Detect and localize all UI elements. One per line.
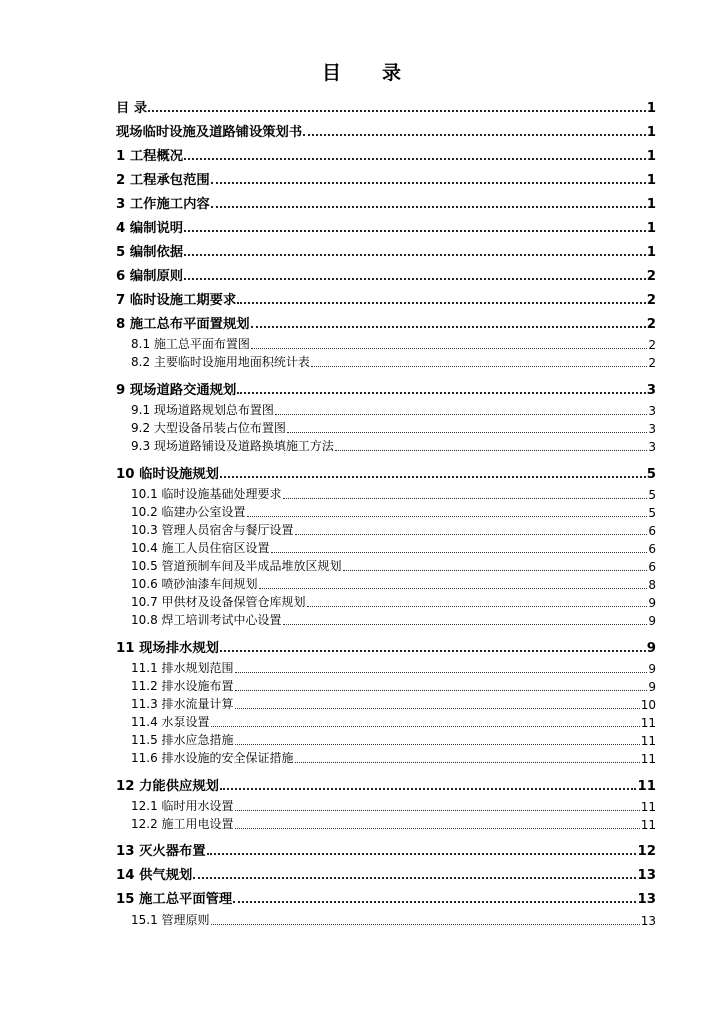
toc-subentry[interactable] <box>131 815 656 832</box>
toc-page-number: 5 <box>648 488 656 502</box>
toc-subentry[interactable] <box>131 353 656 370</box>
toc-entry-title: 8 施工总布平面置规划 <box>116 317 250 332</box>
dot-leader <box>184 158 646 160</box>
toc-subentry[interactable] <box>131 731 656 748</box>
toc-entry[interactable] <box>116 288 656 308</box>
dot-leader <box>295 534 648 535</box>
toc-page-number: 11 <box>640 734 656 748</box>
toc-entry[interactable] <box>116 96 656 116</box>
toc-entry-title: 9.2 大型设备吊装占位布置图 <box>131 421 286 435</box>
dot-leader <box>233 901 636 903</box>
dot-leader <box>184 278 646 280</box>
toc-entry-title: 12.2 施工用电设置 <box>131 817 234 831</box>
toc-subentry[interactable] <box>131 437 656 454</box>
toc-entry-title: 9.1 现场道路规划总布置图 <box>131 403 274 417</box>
toc-page-number: 2 <box>648 356 656 370</box>
toc-entry-title: 10.3 管理人员宿舍与餐厅设置 <box>131 523 294 537</box>
toc-entry-title: 6 编制原则 <box>116 269 184 284</box>
dot-leader <box>211 182 646 184</box>
toc-subentry[interactable] <box>131 419 656 436</box>
dot-leader <box>335 450 647 451</box>
toc-page-number: 2 <box>648 338 656 352</box>
toc-entry[interactable] <box>116 168 656 188</box>
page-title: 目 录 <box>321 62 402 84</box>
toc-entry-title: 8.2 主要临时设施用地面积统计表 <box>131 355 310 369</box>
toc-page-number: 1 <box>646 197 656 212</box>
toc-page-number: 11 <box>640 752 656 766</box>
toc-page-number: 6 <box>648 542 656 556</box>
toc-entry-title: 10.8 焊工培训考试中心设置 <box>131 613 282 627</box>
toc-entry-title: 14 供气规划 <box>116 868 193 883</box>
dot-leader <box>295 762 640 763</box>
toc-page-number: 10 <box>640 698 656 712</box>
toc-subentry[interactable] <box>131 749 656 766</box>
toc-entry[interactable] <box>116 240 656 260</box>
toc-entry-title: 11.4 水泵设置 <box>131 715 210 729</box>
toc-entry-title: 11.3 排水流量计算 <box>131 697 234 711</box>
toc-page-number: 2 <box>646 293 656 308</box>
toc-page-number: 9 <box>648 614 656 628</box>
toc-subentry[interactable] <box>131 713 656 730</box>
toc-subentry[interactable] <box>131 503 656 520</box>
toc-entry-title: 10.4 施工人员住宿区设置 <box>131 541 270 555</box>
toc-entry-title: 5 编制依据 <box>116 245 184 260</box>
toc-entry[interactable] <box>116 462 656 482</box>
dot-leader <box>220 476 646 478</box>
toc-page-number: 11 <box>640 716 656 730</box>
toc-subentry[interactable] <box>131 593 656 610</box>
dot-leader <box>220 650 646 652</box>
toc-entry-title: 11 现场排水规划 <box>116 641 219 656</box>
toc-entry[interactable] <box>116 216 656 236</box>
dot-leader <box>235 708 640 709</box>
dot-leader <box>207 853 637 855</box>
toc-subentry[interactable] <box>131 797 656 814</box>
toc-subentry[interactable] <box>131 611 656 628</box>
toc-entry-title: 2 工程承包范围 <box>116 173 210 188</box>
toc-entry-title: 10 临时设施规划 <box>116 467 219 482</box>
dot-leader <box>148 110 646 112</box>
toc-subentry[interactable] <box>131 677 656 694</box>
toc-subentry[interactable] <box>131 911 656 928</box>
dot-leader <box>211 924 640 925</box>
dot-leader <box>283 498 648 499</box>
toc-entry-title: 10.5 管道预制车间及半成品堆放区规划 <box>131 559 342 573</box>
toc-page-number: 5 <box>646 467 656 482</box>
toc-entry[interactable] <box>116 120 656 140</box>
dot-leader <box>311 366 647 367</box>
toc-page-number: 12 <box>637 844 656 859</box>
toc-page-number: 1 <box>646 173 656 188</box>
toc-page-number: 13 <box>637 892 656 907</box>
toc-entry-title: 现场临时设施及道路铺设策划书 <box>116 125 303 140</box>
toc-entry[interactable] <box>116 378 656 398</box>
dot-leader <box>259 588 648 589</box>
toc-page-number: 11 <box>640 800 656 814</box>
dot-leader <box>307 606 648 607</box>
toc-entry-title: 10.1 临时设施基础处理要求 <box>131 487 282 501</box>
toc-subentry[interactable] <box>131 485 656 502</box>
dot-leader <box>247 516 648 517</box>
toc-entry[interactable] <box>116 863 656 883</box>
toc-entry-title: 15.1 管理原则 <box>131 913 210 927</box>
dot-leader <box>275 414 647 415</box>
toc-entry[interactable] <box>116 264 656 284</box>
toc-page-number: 13 <box>637 868 656 883</box>
toc-entry-title: 1 工程概况 <box>116 149 184 164</box>
toc-subentry[interactable] <box>131 539 656 556</box>
dot-leader <box>235 690 648 691</box>
toc-page-number: 1 <box>646 125 656 140</box>
toc-page-number: 6 <box>648 524 656 538</box>
toc-entry-title: 10.7 甲供材及设备保管仓库规划 <box>131 595 306 609</box>
toc-entry-title: 7 临时设施工期要求 <box>116 293 237 308</box>
dot-leader <box>211 206 646 208</box>
toc-entry-title: 9 现场道路交通规划 <box>116 383 237 398</box>
toc-page-number: 5 <box>648 506 656 520</box>
toc-subentry[interactable] <box>131 695 656 712</box>
toc-page-number: 9 <box>648 596 656 610</box>
toc-entry-title: 10.6 喷砂油漆车间规划 <box>131 577 258 591</box>
toc-page-number: 1 <box>646 245 656 260</box>
toc-subentry[interactable] <box>131 575 656 592</box>
dot-leader <box>251 348 647 349</box>
toc-page-number: 3 <box>648 440 656 454</box>
toc-entry[interactable] <box>116 839 656 859</box>
dot-leader <box>303 134 646 136</box>
toc-entry-title: 11.6 排水设施的安全保证措施 <box>131 751 294 765</box>
toc-page-number: 2 <box>646 317 656 332</box>
toc-page-number: 13 <box>640 914 656 928</box>
toc-subentry[interactable] <box>131 659 656 676</box>
toc-page-number: 3 <box>648 422 656 436</box>
dot-leader <box>287 432 647 433</box>
toc-page-number: 1 <box>646 221 656 236</box>
toc-page-number: 1 <box>646 101 656 116</box>
toc-entry-title: 11.2 排水设施布置 <box>131 679 234 693</box>
toc-page-number: 8 <box>648 578 656 592</box>
toc-entry-title: 8.1 施工总平面布置图 <box>131 337 250 351</box>
toc-page-number: 9 <box>648 680 656 694</box>
toc-entry-title: 15 施工总平面管理 <box>116 892 233 907</box>
dot-leader <box>343 570 648 571</box>
toc-entry-title: 4 编制说明 <box>116 221 184 236</box>
toc-entry-title: 11.1 排水规划范围 <box>131 661 234 675</box>
toc-entry-title: 目 录 <box>116 101 148 116</box>
toc-entry[interactable] <box>116 312 656 332</box>
toc-page-number: 6 <box>648 560 656 574</box>
toc-page-number: 3 <box>646 383 656 398</box>
dot-leader <box>235 744 640 745</box>
dot-leader <box>237 392 645 394</box>
toc-page-number: 11 <box>640 818 656 832</box>
toc-entry-title: 13 灭火器布置 <box>116 844 206 859</box>
toc-subentry[interactable] <box>131 335 656 352</box>
toc-entry[interactable] <box>116 144 656 164</box>
dot-leader <box>220 788 637 790</box>
toc-entry[interactable] <box>116 887 656 907</box>
toc-entry-title: 9.3 现场道路铺设及道路换填施工方法 <box>131 439 334 453</box>
dot-leader <box>193 877 636 879</box>
toc-entry-title: 3 工作施工内容 <box>116 197 210 212</box>
dot-leader <box>251 326 646 328</box>
toc-entry-title: 12.1 临时用水设置 <box>131 799 234 813</box>
toc-subentry[interactable] <box>131 557 656 574</box>
dot-leader <box>237 302 645 304</box>
toc-entry-title: 11.5 排水应急措施 <box>131 733 234 747</box>
toc-subentry[interactable] <box>131 521 656 538</box>
dot-leader <box>283 624 648 625</box>
toc-page-number: 3 <box>648 404 656 418</box>
dot-leader <box>184 230 646 232</box>
toc-entry-title: 10.2 临建办公室设置 <box>131 505 246 519</box>
dot-leader <box>184 254 646 256</box>
toc-page-number: 9 <box>646 641 656 656</box>
toc-page-number: 11 <box>637 779 656 794</box>
dot-leader <box>235 828 640 829</box>
toc-entry[interactable] <box>116 192 656 212</box>
toc-page-number: 1 <box>646 149 656 164</box>
toc-entry-title: 12 力能供应规划 <box>116 779 219 794</box>
dot-leader <box>271 552 648 553</box>
toc-page-number: 9 <box>648 662 656 676</box>
toc-subentry[interactable] <box>131 401 656 418</box>
toc-page-number: 2 <box>646 269 656 284</box>
toc-entry[interactable] <box>116 636 656 656</box>
dot-leader <box>235 810 640 811</box>
dot-leader <box>235 672 648 673</box>
dot-leader <box>211 726 640 727</box>
toc-entry[interactable] <box>116 774 656 794</box>
